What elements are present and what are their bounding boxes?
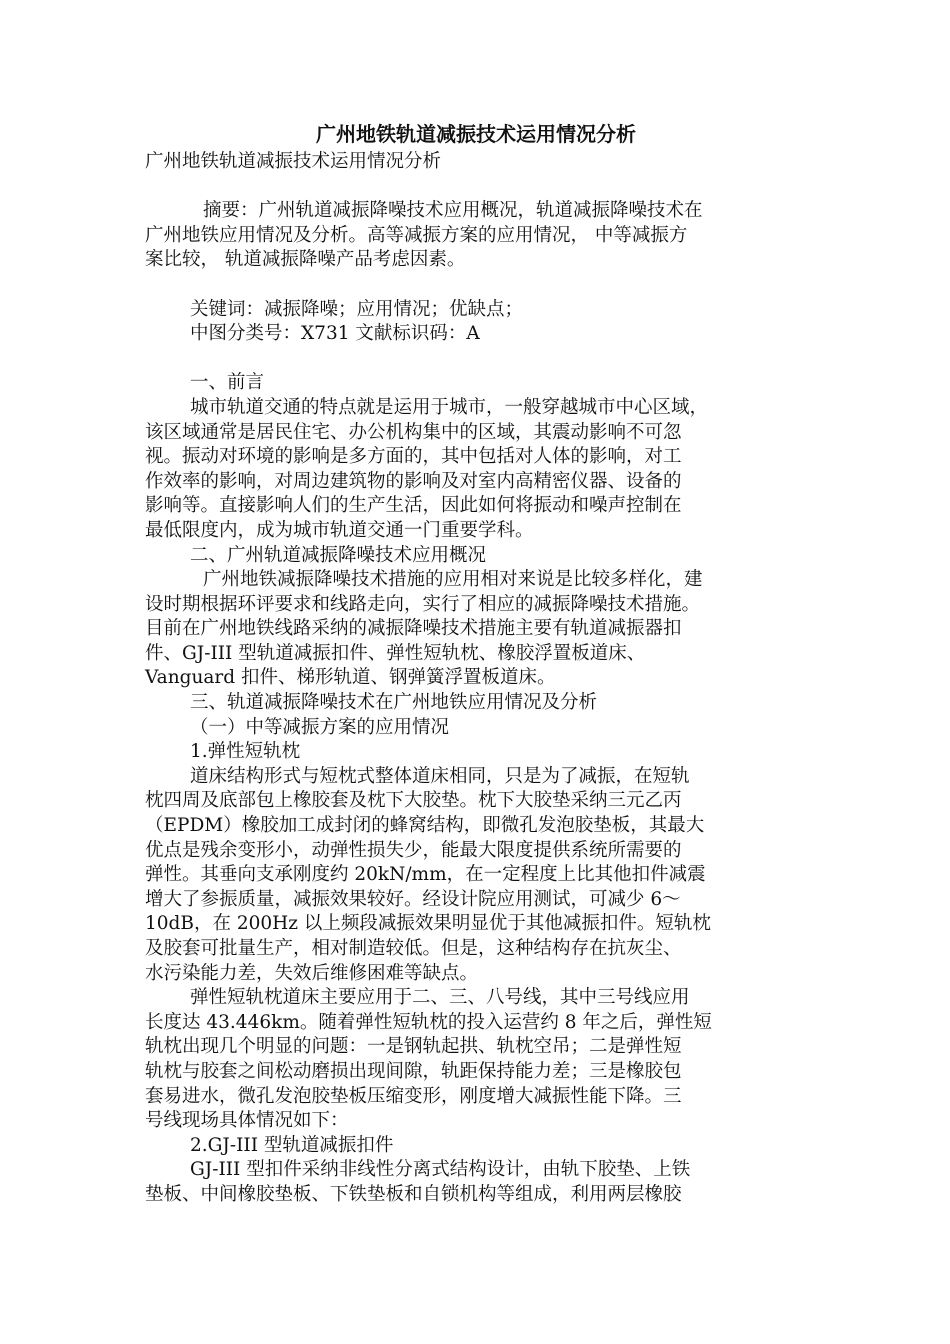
blank-line [145, 347, 807, 372]
body-line: 枕四周及底部包上橡胶套及枕下大胶垫。枕下大胶垫采纳三元乙丙 [145, 790, 682, 812]
body-line: 城市轨道交通的特点就是运用于城市，一般穿越城市中心区域， [190, 396, 709, 418]
body-line: 视。振动对环境的影响是多方面的，其中包括对人体的影响，对工 [145, 446, 682, 468]
body-line: 号线现场具体情况如下： [145, 1110, 349, 1132]
body-line: 10dB，在 200Hz 以上频段减振效果明显优于其他减振扣件。短轨枕 [145, 913, 711, 935]
body-line: 2.GJ-III 型轨道减振扣件 [190, 1134, 394, 1156]
body-line: 摘要：广州轨道减振降噪技术应用概况，轨道减振降噪技术在 [203, 200, 703, 222]
body-line: （EPDM）橡胶加工成封闭的蜂窝结构，即微孔发泡胶垫板，其最大 [145, 815, 705, 837]
body-line: 中图分类号：X731 文献标识码：A [190, 323, 480, 345]
body-line: 关键词：减振降噪；应用情况；优缺点； [190, 298, 524, 320]
body-line: 作效率的影响，对周边建筑物的影响及对室内高精密仪器、设备的 [145, 470, 682, 492]
body-line: 广州地铁轨道减振技术运用情况分析 [145, 151, 442, 172]
body-line: 三、轨道减振降噪技术在广州地铁应用情况及分析 [190, 692, 598, 714]
body-line: 目前在广州地铁线路采纳的减振降噪技术措施主要有轨道减振器扣 [145, 618, 682, 640]
body-line: 二、广州轨道减振降噪技术应用概况 [190, 544, 487, 566]
body-line: 广州地铁应用情况及分析。高等减振方案的应用情况， 中等减振方 [145, 224, 688, 246]
body-line: 设时期根据环评要求和线路走向，实行了相应的减振降噪技术措施。 [145, 593, 701, 615]
body-line: 广州地铁减振降噪技术措施的应用相对来说是比较多样化，建 [203, 569, 703, 591]
document-page [145, 119, 807, 1208]
body-line: 增大了参振质量，减振效果较好。经设计院应用测试，可减少 6～ [145, 888, 681, 910]
body-line: 该区域通常是居民住宅、办公机构集中的区域，其震动影响不可忽 [145, 421, 682, 443]
body-line: GJ-III 型扣件采纳非线性分离式结构设计，由轨下胶垫、上铁 [190, 1159, 691, 1181]
document-title: 广州地铁轨道减振技术运用情况分析 [316, 122, 636, 146]
body-line: 弹性。其垂向支承刚度约 20kN/mm，在一定程度上比其他扣件减震 [145, 864, 706, 886]
body-line: 1.弹性短轨枕 [190, 741, 301, 763]
body-line: 水污染能力差，失效后维修困难等缺点。 [145, 962, 479, 984]
body-line: 套易进水，微孔发泡胶垫板压缩变形，刚度增大减振性能下降。三 [145, 1085, 682, 1107]
body-line: 长度达 43.446km。随着弹性短轨枕的投入运营约 8 年之后，弹性短 [145, 1011, 712, 1033]
document-body [145, 150, 807, 1208]
body-line: （一）中等减振方案的应用情况 [190, 716, 450, 738]
body-line: 轨枕出现几个明显的问题：一是钢轨起拱、轨枕空吊；二是弹性短 [145, 1036, 682, 1058]
body-line: Vanguard 扣件、梯形轨道、钢弹簧浮置板道床。 [145, 667, 556, 689]
body-line: 轨枕与胶套之间松动磨损出现间隙，轨距保持能力差；三是橡胶包 [145, 1060, 682, 1082]
body-line: 弹性短轨枕道床主要应用于二、三、八号线，其中三号线应用 [190, 987, 690, 1009]
body-line: 影响等。直接影响人们的生产生活，因此如何将振动和噪声控制在 [145, 495, 682, 517]
body-line: 件、GJ-III 型轨道减振扣件、弹性短轨枕、橡胶浮置板道床、 [145, 642, 646, 664]
body-line: 及胶套可批量生产，相对制造较低。但是，这种结构存在抗灰尘、 [145, 938, 682, 959]
blank-line [145, 273, 807, 298]
body-line: 垫板、中间橡胶垫板、下铁垫板和自锁机构等组成，利用两层橡胶 [145, 1183, 682, 1205]
body-line: 案比较， 轨道减振降噪产品考虑因素。 [145, 249, 466, 271]
body-line: 道床结构形式与短枕式整体道床相同，只是为了减振，在短轨 [190, 765, 690, 787]
body-line: 一、前言 [190, 372, 265, 394]
blank-line [145, 175, 807, 200]
body-line: 优点是残余变形小，动弹性损失少，能最大限度提供系统所需要的 [145, 839, 682, 861]
body-line: 最低限度内，成为城市轨道交通一门重要学科。 [145, 519, 534, 541]
